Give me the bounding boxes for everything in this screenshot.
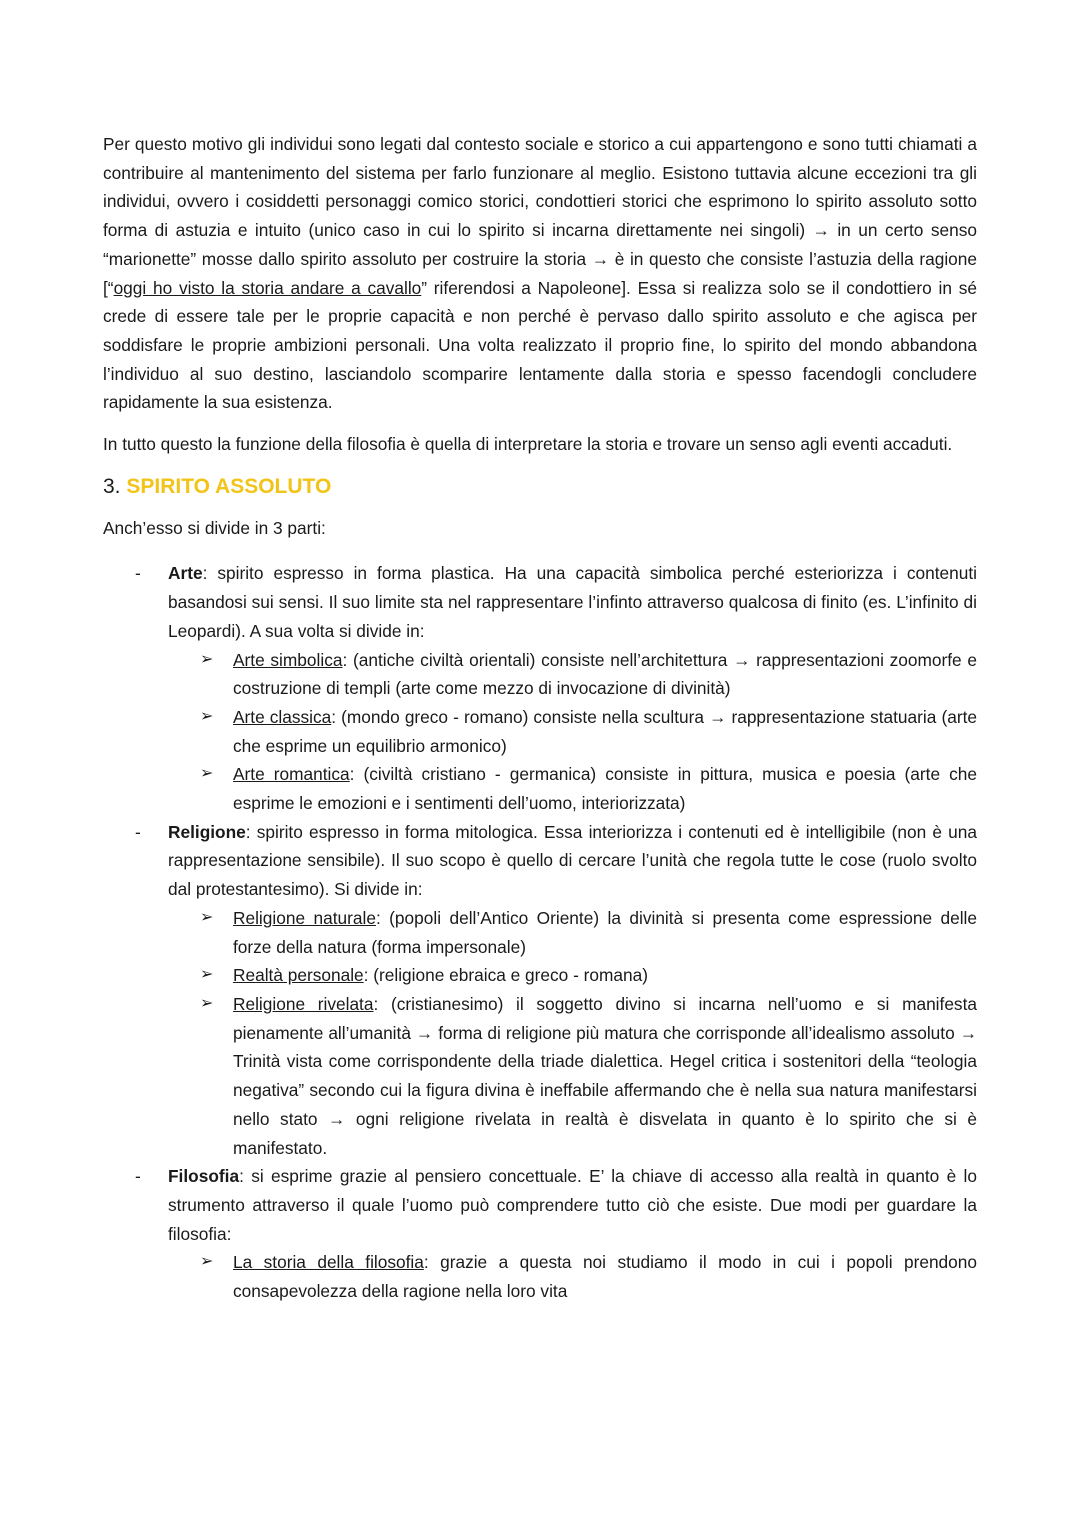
paragraph-individui — [103, 130, 977, 417]
sub-item-text: : (religione ebraica e greco - romana) — [363, 965, 648, 986]
arrow-bullet-icon: ➢ — [200, 765, 214, 783]
sub-item-term: Arte romantica — [233, 764, 350, 785]
sub-list-item — [168, 760, 977, 817]
sub-list-item — [168, 961, 977, 990]
item-term: Religione — [168, 821, 246, 842]
sub-item-term: La storia della filosofia — [233, 1252, 424, 1273]
sub-item-text: : grazie a questa noi studiamo il modo in cui i popoli prendono consapevolezza della ragione nella loro vita — [233, 1252, 977, 1302]
section-title: SPIRITO ASSOLUTO — [126, 474, 332, 498]
sub-item-term: Arte simbolica — [233, 649, 343, 670]
arrow-bullet-icon: ➢ — [200, 1253, 214, 1271]
sub-list-item — [168, 1248, 977, 1305]
sub-item-text: : (antiche civiltà orientali) consiste nell’architettura → rappresentazioni zoomorfe e costruzione di templi (arte come mezzo di invocazione di divinità) — [233, 649, 977, 699]
arrow-bullet-icon: ➢ — [200, 908, 214, 926]
sub-item-term: Arte classica — [233, 706, 332, 727]
text: ” riferendosi a Napoleone]. Essa si realizza solo se il condottiero in sé crede di essere tale per le proprie capacità e non perché è pervaso dallo spirito assoluto e che agisca per soddisfare le proprie ambizioni personali. Una volta realizzato il proprio fine, lo spirito del mondo abbandona l’individuo al suo destino, lasciandolo scomparire lentamente dalla storia e spesso facendogli concludere rapidamente la sua esistenza. — [103, 277, 977, 413]
sub-item-term: Realtà personale — [233, 965, 364, 986]
sub-item-text: : (cristianesimo) il soggetto divino si incarna nell’uomo e si manifesta pienamente all’umanità → forma di religione più matura che corrisponde all’idealismo assoluto → Trinità vista come corrispondente della triade dialettica. Hegel critica i sostenitori della “teologia negativa” secondo cui la figura divina è ineffabile affermando che è nella sua natura manifestarsi nello stato → ogni religione rivelata in realtà è disvelata in quanto è lo spirito che si è manifestato. — [233, 993, 977, 1158]
list-item — [103, 559, 977, 817]
arrow-bullet-icon: ➢ — [200, 994, 214, 1012]
section-heading — [103, 472, 977, 502]
sub-list-item — [168, 990, 977, 1162]
arrow-bullet-icon: ➢ — [200, 966, 214, 984]
text: Per questo motivo gli individui sono legati dal contesto sociale e storico a cui appartengono e sono tutti chiamati a contribuire al mantenimento del sistema per farlo funzionare al meglio. Esistono tuttavia alcune eccezioni tra gli individui, ovvero i cosiddetti personaggi comico storici, condottieri storici che esprimono lo spirito assoluto sotto forma di astuzia e intuito (unico caso in cui lo spirito si incarna direttamente nei singoli) → in un certo senso “marionette” mosse dallo spirito assoluto per costruire la storia → è in questo che consiste l’astuzia della ragione [“ — [103, 134, 977, 298]
item-text: : spirito espresso in forma mitologica. Essa interiorizza i contenuti ed è intelligibile (non è una rappresentazione sensibile). Il suo scopo è quello di cercare l’unità che regola tutte le cose (ruolo svolto dal protestantesimo). Si divide in: — [168, 821, 977, 900]
arrow-bullet-icon: ➢ — [200, 707, 214, 725]
sub-item-text: : (popoli dell’Antico Oriente) la divinità si presenta come espressione delle forze della natura (forma impersonale) — [233, 907, 977, 957]
item-text: : spirito espresso in forma plastica. Ha una capacità simbolica perché esteriorizza i contenuti basandosi sui sensi. Il suo limite sta nel rappresentare l’infinto attraverso qualcosa di finito (es. L’infinito di Leopardi). A sua volta si divide in: — [168, 563, 977, 641]
parts-list — [103, 559, 977, 1305]
list-item — [103, 1162, 977, 1306]
sub-list-item — [168, 646, 977, 703]
sub-list — [168, 904, 977, 1162]
quote-napoleone: oggi ho visto la storia andare a cavallo — [113, 277, 422, 298]
section-intro: Anch’esso si divide in 3 parti: — [103, 517, 326, 538]
sub-item-text: : (civiltà cristiano - germanica) consiste in pittura, musica e poesia (arte che esprime le emozioni e i sentimenti dell’uomo, interiorizzata) — [233, 764, 977, 814]
sub-item-term: Religione naturale — [233, 907, 376, 928]
sub-list-item — [168, 703, 977, 760]
item-term: Arte — [168, 563, 203, 584]
item-term: Filosofia — [168, 1166, 240, 1187]
sub-list — [168, 1248, 977, 1305]
sub-item-text: : (mondo greco - romano) consiste nella scultura → rappresentazione statuaria (arte che esprime un equilibrio armonico) — [233, 706, 977, 756]
sub-item-term: Religione rivelata — [233, 993, 374, 1014]
document-page — [103, 130, 977, 1306]
sub-list — [168, 646, 977, 818]
item-text: : si esprime grazie al pensiero concettuale. E’ la chiave di accesso alla realtà in quanto è lo strumento attraverso il quale l’uomo può comprendere tutto ciò che esiste. Due modi per guardare la filosofia: — [168, 1166, 977, 1244]
section-number: 3. — [103, 474, 121, 498]
sub-list-item — [168, 904, 977, 961]
arrow-bullet-icon: ➢ — [200, 650, 214, 668]
paragraph-filosofia: In tutto questo la funzione della filosofia è quella di interpretare la storia e trovare un senso agli eventi accaduti. — [103, 434, 953, 455]
list-item — [103, 818, 977, 1162]
